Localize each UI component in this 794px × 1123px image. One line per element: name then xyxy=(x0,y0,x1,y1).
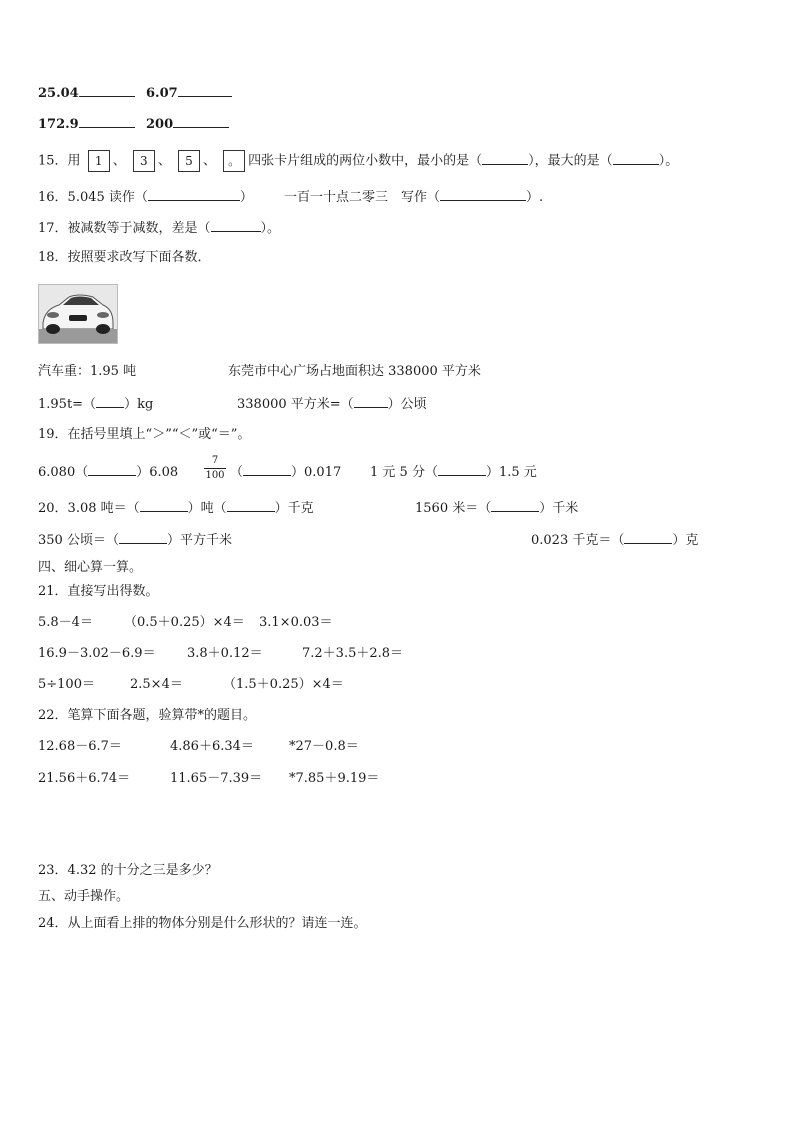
question-17: 17．被减数等于减数，差是（ ）。 xyxy=(38,221,281,236)
calc-item: 3.8＋0.12＝ xyxy=(187,646,263,661)
conversion-tons-kg: 1.95t=（ ）kg xyxy=(38,397,154,412)
written-calc-item: *27－0.8＝ xyxy=(289,739,359,754)
written-calc-item: 11.65－7.39＝ xyxy=(170,771,263,786)
compare-yuan: 1 元 5 分（ ）1.5 元 xyxy=(370,465,537,480)
calc-item: （0.5＋0.25）×4＝ xyxy=(124,615,245,630)
question-15: 15．用 1 、 3 、 5 、 。 四张卡片组成的两位小数中，最小的是（ ），最大的是（ ）。 xyxy=(38,150,678,172)
calc-item: 2.5×4＝ xyxy=(130,677,183,692)
calc-item: 7.2＋3.5＋2.8＝ xyxy=(302,646,404,661)
answer-blank[interactable] xyxy=(173,115,229,128)
compare-6-080: 6.080（ ）6.08 xyxy=(38,465,179,480)
question-22: 22．笔算下面各题，验算带*的题目。 xyxy=(38,708,257,723)
written-calc-item: *7.85＋9.19＝ xyxy=(289,771,380,786)
question-23: 23．4.32 的十分之三是多少？ xyxy=(38,863,218,878)
answer-blank[interactable] xyxy=(440,188,526,201)
question-20-tons: 20．3.08 吨＝（ ）吨（ ）千克 xyxy=(38,501,314,516)
written-calc-item: 12.68－6.7＝ xyxy=(38,739,122,754)
digit-card-1: 1 xyxy=(88,150,110,172)
conversion-sqm-hectare: 338000 平方米=（ ）公顷 xyxy=(237,397,427,412)
decimal-point-card: 。 xyxy=(223,150,245,172)
calc-item: 5.8－4＝ xyxy=(38,615,93,630)
section-5-heading: 五、动手操作。 xyxy=(38,889,130,904)
answer-blank[interactable] xyxy=(79,84,135,97)
fraction-denominator: 100 xyxy=(205,470,225,481)
question-20-hectares: 350 公顷＝（ ）平方千米 xyxy=(38,533,232,548)
written-calc-item: 21.56＋6.74＝ xyxy=(38,771,131,786)
car-icon xyxy=(39,285,117,343)
answer-blank[interactable] xyxy=(140,499,188,512)
answer-blank[interactable] xyxy=(438,463,486,476)
section-4-heading: 四、细心算一算。 xyxy=(38,560,143,575)
answer-blank[interactable] xyxy=(79,115,135,128)
answer-blank[interactable] xyxy=(491,499,539,512)
answer-blank[interactable] xyxy=(211,219,261,232)
question-21: 21．直接写出得数。 xyxy=(38,584,159,599)
compare-fraction: （ ）0.017 xyxy=(230,465,342,480)
digit-card-3: 3 xyxy=(133,150,155,172)
car-weight-text: 汽车重：1.95 吨 xyxy=(38,364,137,379)
answer-blank[interactable] xyxy=(482,152,528,165)
item-6-07: 6.07 xyxy=(146,84,232,102)
question-20-meters: 1560 米＝（ ）千米 xyxy=(415,501,579,516)
calc-item: 3.1×0.03＝ xyxy=(259,615,333,630)
calc-item: （1.5＋0.25）×4＝ xyxy=(223,677,344,692)
calc-item: 16.9－3.02－6.9＝ xyxy=(38,646,156,661)
fraction-numerator: 7 xyxy=(211,455,219,466)
digit-card-5: 5 xyxy=(178,150,200,172)
answer-blank[interactable] xyxy=(624,531,672,544)
answer-blank[interactable] xyxy=(354,395,388,408)
item-172-9: 172.9 xyxy=(38,115,135,133)
item-200: 200 xyxy=(146,115,229,133)
answer-blank[interactable] xyxy=(227,499,275,512)
fraction-7-100 xyxy=(204,455,226,482)
answer-blank[interactable] xyxy=(178,84,232,97)
answer-blank[interactable] xyxy=(88,463,136,476)
answer-blank[interactable] xyxy=(119,531,167,544)
answer-blank[interactable] xyxy=(243,463,291,476)
question-18: 18．按照要求改写下面各数． xyxy=(38,250,211,265)
calc-item: 5÷100＝ xyxy=(38,677,95,692)
question-24: 24．从上面看上排的物体分别是什么形状的？请连一连。 xyxy=(38,916,367,931)
question-19: 19．在括号里填上“＞”“＜”或“＝”。 xyxy=(38,427,251,442)
item-25-04: 25.04 xyxy=(38,84,135,102)
car-photo xyxy=(38,284,118,344)
square-area-text: 东莞市中心广场占地面积达 338000 平方米 xyxy=(228,364,481,379)
question-16-part-a: 16．5.045 读作（ ） xyxy=(38,190,253,205)
answer-blank[interactable] xyxy=(613,152,659,165)
written-calc-item: 4.86＋6.34＝ xyxy=(170,739,254,754)
question-16-part-b: 一百一十点二零三 写作（ ）. xyxy=(284,190,544,205)
answer-blank[interactable] xyxy=(96,395,124,408)
answer-blank[interactable] xyxy=(148,188,240,201)
question-20-kilograms: 0.023 千克＝（ ）克 xyxy=(531,533,699,548)
